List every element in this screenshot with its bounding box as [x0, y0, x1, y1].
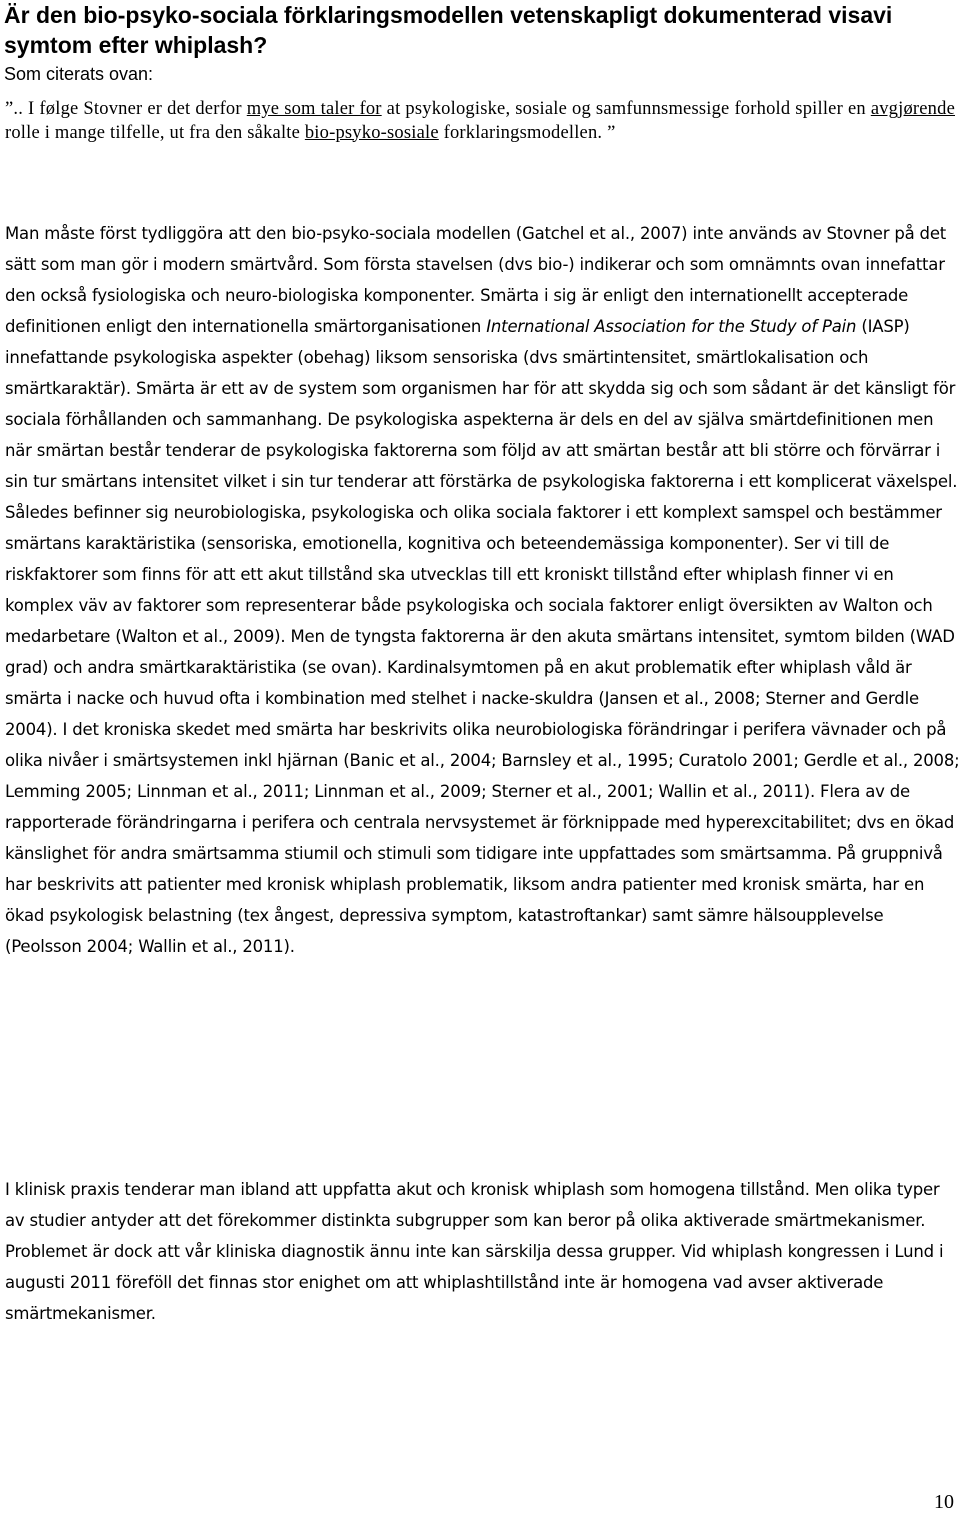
quote-text: forklaringsmodellen. ”: [438, 122, 616, 143]
quote-underlined-phrase: bio-psyko-sosiale: [304, 122, 439, 143]
citation-intro: Som citerats ovan:: [4, 64, 154, 84]
quoted-passage: [5, 98, 955, 145]
quote-underlined-phrase: avgjørende: [870, 99, 955, 119]
page-number: 10: [934, 1491, 954, 1513]
quote-text: at psykologiske, sosiale og samfunnsmessige forhold spiller en: [381, 99, 871, 119]
paragraph-text: (IASP) innefattande psykologiska aspekter (obehag) liksom sensoriska (dvs smärtintensitet, smärtlokalisation och smärtkaraktär). Smärta är ett av de system som organismen har för att skydda sig och som sådant är det känsligt för sociala förhållanden och sammanhang. De psykologiska aspekterna är dels en del av själva smärtdefinitionen men när smärtan består tenderar de psykologiska faktorerna som följd av att smärtan består att bli större och förvärrar i sin tur smärtans intensitet vilket i sin tur tenderar att förstärka de psykologiska faktorerna i ett komplicerat växelspel. Således befinner sig neurobiologiska, psykologiska och olika sociala faktorer i ett komplext samspel och bestämmer smärtans karaktäristika (sensoriska, emotionella, kognitiva och beteendemässiga komponenter). Ser vi till de riskfaktorer som finns för att ett akut tillstånd ska utvecklas till ett kroniskt tillstånd efter whiplash finner vi en komplex väv av faktorer som representerar både psykologiska och sociala faktorer enligt översikten av Walton och medarbetare (Walton et al., 2009). Men de tyngsta faktorerna är den akuta smärtans intensitet, symtom bilden (WAD grad) och andra smärtkaraktäristika (se ovan). Kardinalsymtomen på en akut problematik efter whiplash våld är smärta i nacke och huvud ofta i kombination med stelhet i nacke-skuldra (Jansen et al., 2008; Sterner and Gerdle 2004). I det kroniska skedet med smärta har beskrivits olika neurobiologiska förändringar i perifera vävnader och på olika nivåer i smärtsystemen inkl hjärnan (Banic et al., 2004; Barnsley et al., 1995; Curatolo 2001; Gerdle et al., 2008; Lemming 2005; Linnman et al., 2011; Linnman et al., 2009; Sterner et al., 2001; Wallin et al., 2011). Flera av de rapporterade förändringarna i perifera och centrala nervsystemet är förknippade med hyperexcitabilitet; dvs en ökad känslighet för andra smärtsamma stiumil och stimuli som tidigare inte uppfattades som smärtsamma. På gruppnivå har beskrivits att patienter med kronisk whiplash problematik, liksom andra patienter med kronisk smärta, har en ökad psykologisk belastning (tex ångest, depressiva symptom, katastroftankar) samt sämre hälsoupplevelse (Peolsson 2004; Wallin et al., 2011).: [5, 317, 960, 956]
paragraph-text: Man måste först tydliggöra att den bio-psyko-sociala modellen (Gatchel et al., 2007) inte används av Stovner på det sätt som man gör i modern smärtvård. Som första stavelsen (dvs bio-) indikerar och som omnämnts ovan innefattar den också fysiologiska och neuro-biologiska komponenter. Smärta i sig är enligt den internationellt accepterade definitionen enligt den internationella smärtorganisationen: [5, 224, 947, 336]
page-title: Är den bio-psyko-sociala förklaringsmodellen vetenskapligt dokumenterad visavi symtom efter whiplash?: [4, 2, 893, 58]
quote-text: rolle i mange tilfelle, ut fra den såkalte: [5, 122, 305, 143]
body-paragraph: [5, 218, 960, 962]
quote-text: ”.. I følge Stovner er det derfor: [5, 99, 247, 119]
body-paragraph: I klinisk praxis tenderar man ibland att uppfatta akut och kronisk whiplash som homogena tillstånd. Men olika typer av studier antyder att det förekommer distinkta subgrupper som kan beror på olika aktiverade smärtmekanismer. Problemet är dock att vår kliniska diagnostik ännu inte kan särskilja dessa grupper. Vid whiplash kongressen i Lund i augusti 2011 föreföll det finnas stor enighet om att whiplashtillstånd inte är homogena vad avser aktiverade smärtmekanismer.: [5, 1180, 944, 1323]
organization-name: International Association for the Study of Pain: [486, 317, 857, 336]
quote-underlined-phrase: mye som taler for: [246, 99, 382, 119]
